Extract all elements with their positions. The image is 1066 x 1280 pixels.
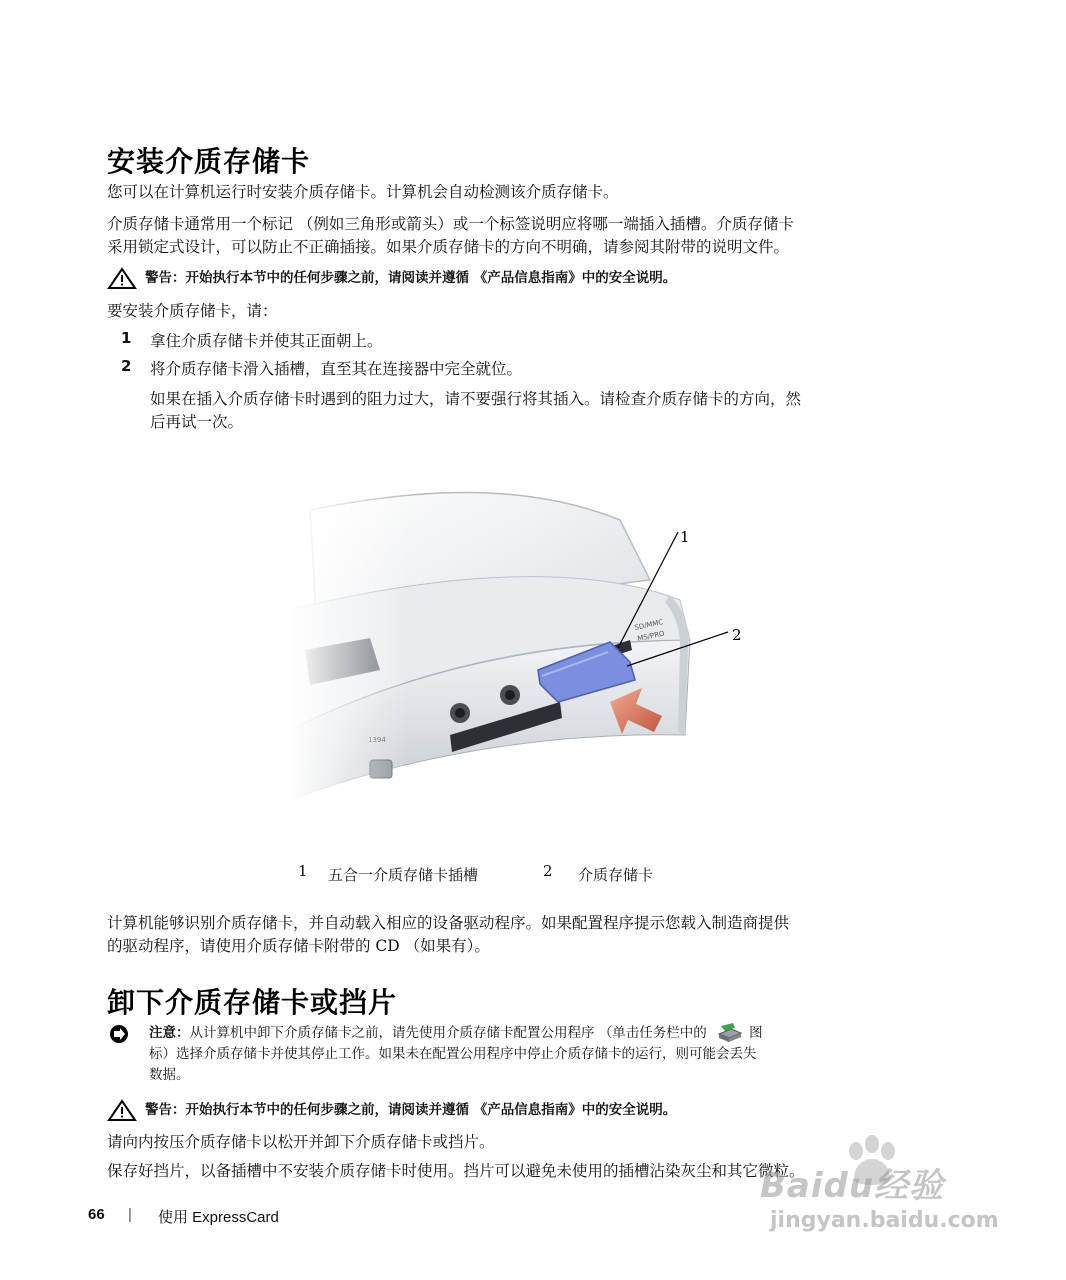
notice-text: 图 [749,1025,763,1041]
notice-text: 标）选择介质存储卡并使其停止工作。如果未在配置公用程序中停止介质存储卡的运行，则可能会丢失 [149,1046,757,1062]
chapter-title: 使用 ExpressCard [158,1209,279,1226]
step-number: 1 [121,329,132,347]
warning-triangle-icon [107,1099,137,1121]
step-note: 后再试一次。 [150,413,244,431]
notice-text: 从计算机中卸下介质存储卡之前，请先使用介质存储卡配置公用程序 （单击任务栏中的 [189,1025,707,1041]
paragraph: 您可以在计算机运行时安装介质存储卡。计算机会自动检测该介质存储卡。 [107,183,619,201]
legend-text: 五合一介质存储卡插槽 [328,866,479,884]
paragraph: 计算机能够识别介质存储卡，并自动载入相应的设备驱动程序。如果配置程序提示您载入制造商提供 [107,914,790,932]
section-title: 卸下介质存储卡或挡片 [107,986,398,1019]
paragraph: 介质存储卡通常用一个标记 （例如三角形或箭头）或一个标签说明应将哪一端插入插槽。介质存储卡 [107,215,794,233]
notice-callout [107,1022,967,1086]
notice-label: 注意： [149,1025,190,1041]
media-card-illustration [290,470,770,840]
warning-text: 警告：开始执行本节中的任何步骤之前，请阅读并遵循 《产品信息指南》中的安全说明。 [145,270,677,286]
legend-number: 2 [543,862,553,880]
legend-text: 介质存储卡 [578,866,654,884]
legend-number: 1 [298,862,308,880]
step-text: 将介质存储卡滑入插槽，直至其在连接器中完全就位。 [150,360,523,378]
step-number: 2 [121,357,132,375]
notice-text: 数据。 [149,1067,190,1083]
paragraph: 的驱动程序，请使用介质存储卡附带的 CD （如果有）。 [107,937,490,955]
notice-arrow-icon [107,1024,137,1044]
paragraph: 要安装介质存储卡，请： [107,302,278,320]
step-text: 拿住介质存储卡并使其正面朝上。 [150,332,383,350]
watermark-brand: Baidu经验 [760,1166,945,1206]
warning-callout [107,1099,967,1121]
paragraph: 采用锁定式设计，可以防止不正确插接。如果介质存储卡的方向不明确，请参阅其附带的说明文件。 [107,238,790,256]
paragraph: 请向内按压介质存储卡以松开并卸下介质存储卡或挡片。 [107,1133,495,1151]
warning-text: 警告：开始执行本节中的任何步骤之前，请阅读并遵循 《产品信息指南》中的安全说明。 [145,1102,677,1118]
media-card-utility-icon [715,1022,745,1044]
paragraph: 保存好挡片，以备插槽中不安装介质存储卡时使用。挡片可以避免未使用的插槽沾染灰尘和其它微粒。 [107,1162,805,1180]
footer-separator: | [128,1206,132,1223]
section-title: 安装介质存储卡 [107,145,311,178]
warning-triangle-icon [107,267,137,289]
warning-callout [107,267,967,289]
step-note: 如果在插入介质存储卡时遇到的阻力过大，请不要强行将其插入。请检查介质存储卡的方向，然 [150,390,802,408]
page-number: 66 [88,1206,105,1223]
watermark-url: jingyan.baidu.com [770,1208,999,1233]
